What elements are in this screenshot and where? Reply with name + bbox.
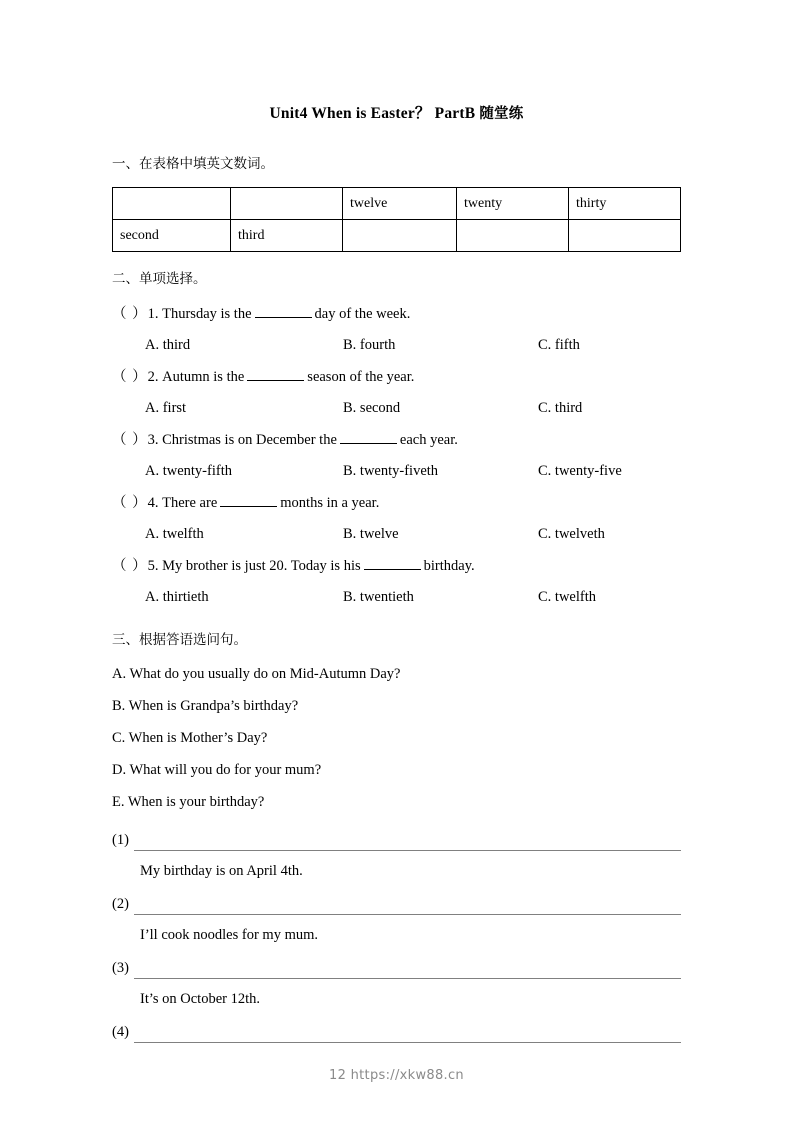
multiple-choice-block	[112, 304, 681, 608]
option-b[interactable]: B. twenty-fiveth	[343, 463, 439, 479]
answer-row-3	[112, 958, 681, 979]
answer-number: (2)	[112, 896, 129, 912]
answer-write-line[interactable]	[134, 899, 681, 915]
answer-box[interactable]: （ ）	[112, 558, 148, 574]
question-1-options	[112, 335, 681, 356]
question-4	[112, 493, 681, 514]
list-item[interactable]: A. What do you usually do on Mid-Autumn Day?	[112, 666, 401, 682]
list-item[interactable]: D. What will you do for your mum?	[112, 762, 322, 778]
number-words-table	[112, 187, 681, 252]
table-row	[113, 188, 681, 220]
question-number: 5.	[147, 558, 159, 574]
question-text-after: months in a year.	[280, 495, 380, 511]
question-text-before: My brother is just 20. Today is his	[162, 558, 361, 574]
answer-response-2: I’ll cook noodles for my mum.	[140, 927, 319, 943]
table-cell[interactable]: thirty	[569, 188, 681, 220]
question-text-before: Thursday is the	[162, 306, 252, 322]
answer-row-1	[112, 830, 681, 851]
page-footer: 12 https://xkw88.cn	[329, 1068, 464, 1083]
question-text-after: each year.	[399, 432, 458, 448]
question-4-options	[112, 524, 681, 545]
answer-response-1: My birthday is on April 4th.	[140, 863, 303, 879]
question-2	[112, 367, 681, 388]
fill-blank[interactable]	[364, 556, 421, 570]
question-text-after: season of the year.	[307, 369, 415, 385]
answer-write-line[interactable]	[134, 1027, 681, 1043]
table-cell[interactable]: twenty	[457, 188, 569, 220]
page-title	[112, 0, 681, 125]
option-b[interactable]: B. twentieth	[343, 589, 414, 605]
option-b[interactable]: B. fourth	[343, 337, 396, 353]
table-cell[interactable]: second	[113, 220, 231, 252]
answer-box[interactable]: （ ）	[112, 495, 148, 511]
question-2-options	[112, 398, 681, 419]
question-number: 4.	[147, 495, 159, 511]
option-c[interactable]: C. twelveth	[538, 526, 605, 542]
answer-write-line[interactable]	[134, 835, 681, 851]
question-1	[112, 304, 681, 325]
question-number: 1.	[147, 306, 159, 322]
section-3-heading: 三、根据答语选问句。	[112, 632, 247, 648]
question-number: 2.	[147, 369, 159, 385]
answer-number: (4)	[112, 1024, 129, 1040]
question-text-before: Autumn is the	[162, 369, 245, 385]
option-a[interactable]: A. third	[145, 337, 191, 353]
question-5	[112, 556, 681, 577]
question-3-options	[112, 461, 681, 482]
table-row	[113, 220, 681, 252]
table-cell[interactable]	[569, 220, 681, 252]
fill-blank[interactable]	[220, 493, 277, 507]
question-text-before: Christmas is on December the	[162, 432, 337, 448]
table-cell[interactable]	[343, 220, 457, 252]
question-5-options	[112, 587, 681, 608]
option-c[interactable]: C. third	[538, 400, 583, 416]
option-b[interactable]: B. second	[343, 400, 401, 416]
fill-blank[interactable]	[247, 367, 304, 381]
question-number: 3.	[147, 432, 159, 448]
option-c[interactable]: C. twenty-five	[538, 463, 622, 479]
answer-number: (1)	[112, 832, 129, 848]
list-item[interactable]: E. When is your birthday?	[112, 794, 265, 810]
option-a[interactable]: A. first	[145, 400, 187, 416]
fill-blank[interactable]	[255, 304, 312, 318]
page-title-english: Unit4 When is Easter？ PartB	[269, 105, 480, 122]
question-bank-list	[112, 664, 681, 813]
question-3	[112, 430, 681, 451]
table-cell[interactable]	[113, 188, 231, 220]
option-a[interactable]: A. thirtieth	[145, 589, 209, 605]
table-cell[interactable]	[457, 220, 569, 252]
question-text-after: birthday.	[423, 558, 475, 574]
section-1-heading: 一、在表格中填英文数词。	[112, 156, 274, 172]
answer-box[interactable]: （ ）	[112, 432, 148, 448]
table-cell[interactable]	[231, 188, 343, 220]
table-cell[interactable]: twelve	[343, 188, 457, 220]
fill-blank[interactable]	[340, 430, 397, 444]
list-item[interactable]: B. When is Grandpa’s birthday?	[112, 698, 299, 714]
question-text-before: There are	[162, 495, 218, 511]
answer-box[interactable]: （ ）	[112, 306, 148, 322]
option-c[interactable]: C. fifth	[538, 337, 580, 353]
answer-row-2	[112, 894, 681, 915]
option-c[interactable]: C. twelfth	[538, 589, 596, 605]
table-cell[interactable]: third	[231, 220, 343, 252]
answer-write-line[interactable]	[134, 963, 681, 979]
section-2-heading: 二、单项选择。	[112, 271, 207, 287]
answer-box[interactable]: （ ）	[112, 369, 148, 385]
answer-row-4	[112, 1022, 681, 1043]
answer-number: (3)	[112, 960, 129, 976]
option-a[interactable]: A. twenty-fifth	[145, 463, 232, 479]
option-a[interactable]: A. twelfth	[145, 526, 204, 542]
list-item[interactable]: C. When is Mother’s Day?	[112, 730, 268, 746]
option-b[interactable]: B. twelve	[343, 526, 399, 542]
answer-block	[112, 830, 681, 1043]
answer-response-3: It’s on October 12th.	[140, 991, 261, 1007]
page-title-chinese: 随堂练	[479, 106, 524, 122]
question-text-after: day of the week.	[314, 306, 411, 322]
